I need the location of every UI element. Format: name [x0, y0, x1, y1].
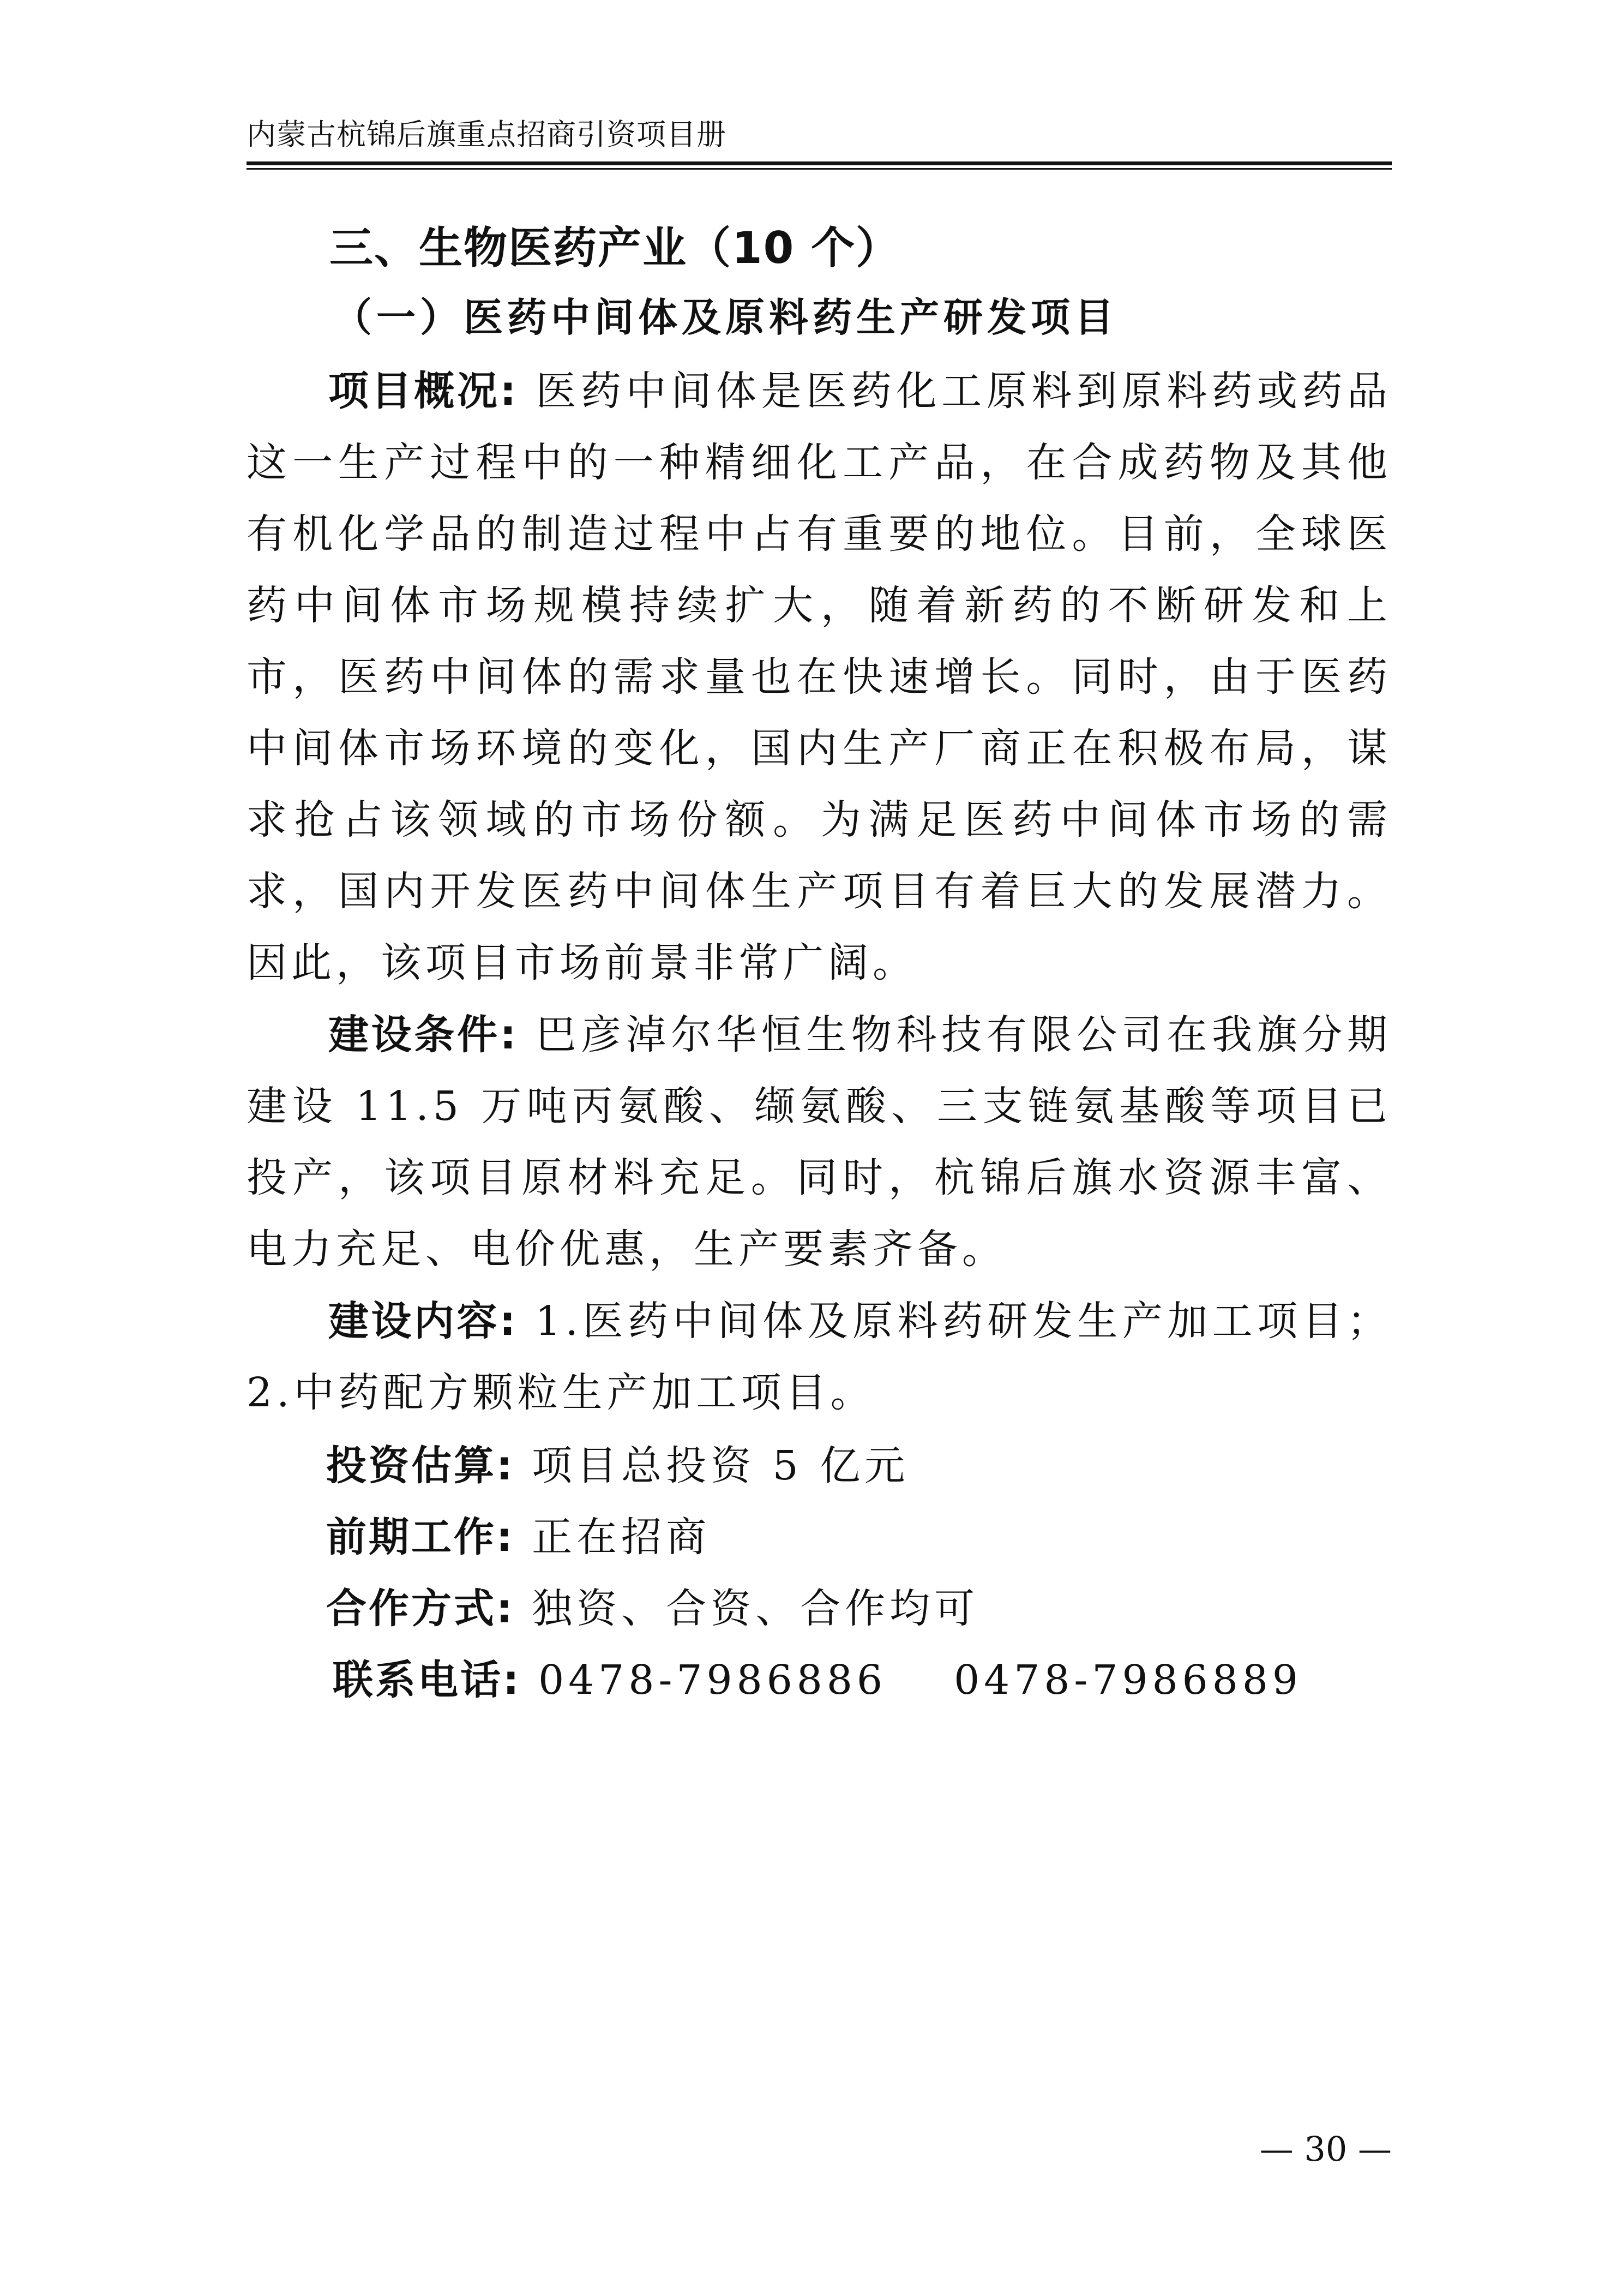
prework-text: 正在招商 [532, 1514, 711, 1561]
header-rule-thin [247, 168, 1392, 170]
cooperation-line [326, 1573, 979, 1645]
contact-phone-2: 0478-7986889 [954, 1657, 1302, 1704]
section-title: 三、生物医药产业（10 个） [329, 223, 901, 273]
contact-phone-1: 0478-7986886 [538, 1657, 887, 1704]
conditions-text: 巴彦淖尔华恒生物科技有限公司在我旗分期建设 11.5 万吨丙氨酸、缬氨酸、三支链氨基酸等项目已投产，该项目原材料充足。同时，杭锦后旗水资源丰富、电力充足、电价优惠，生产要素齐备。 [247, 1011, 1392, 1273]
overview-label: 项目概况: [328, 368, 519, 415]
investment-label: 投资估算: [326, 1442, 515, 1489]
content-text: 1.医药中间体及原料药研发生产加工项目；2.中药配方颗粒生产加工项目。 [247, 1298, 1392, 1416]
project-title: （一）医药中间体及原料药生产研发项目 [333, 295, 1119, 340]
content-label: 建设内容: [328, 1298, 518, 1345]
overview-paragraph [247, 356, 1392, 999]
page-number: — 30 — [1259, 2129, 1392, 2169]
content-paragraph [247, 1286, 1392, 1429]
prework-label: 前期工作: [326, 1514, 515, 1561]
running-header: 内蒙古杭锦后旗重点招商引资项目册 [247, 117, 726, 152]
conditions-paragraph [247, 999, 1392, 1285]
contact-label: 联系电话: [333, 1657, 521, 1704]
contact-line [333, 1645, 1302, 1716]
header-rule-thick [247, 161, 1392, 165]
cooperation-label: 合作方式: [326, 1585, 515, 1632]
cooperation-text: 独资、合资、合作均可 [532, 1585, 979, 1632]
overview-text: 医药中间体是医药化工原料到原料药或药品这一生产过程中的一种精细化工产品，在合成药物及其他有机化学品的制造过程中占有重要的地位。目前，全球医药中间体市场规模持续扩大，随着新药的不断研发和上市，医药中间体的需求量也在快速增长。同时，由于医药中间体市场环境的变化，国内生产厂商正在积极布局，谋求抢占该领域的市场份额。为满足医药中间体市场的需求，国内开发医药中间体生产项目有着巨大的发展潜力。因此，该项目市场前景非常广阔。 [247, 368, 1392, 986]
investment-text: 项目总投资 5 亿元 [532, 1442, 910, 1489]
prework-line [326, 1502, 711, 1573]
conditions-label: 建设条件: [328, 1011, 519, 1058]
investment-line [326, 1430, 909, 1502]
